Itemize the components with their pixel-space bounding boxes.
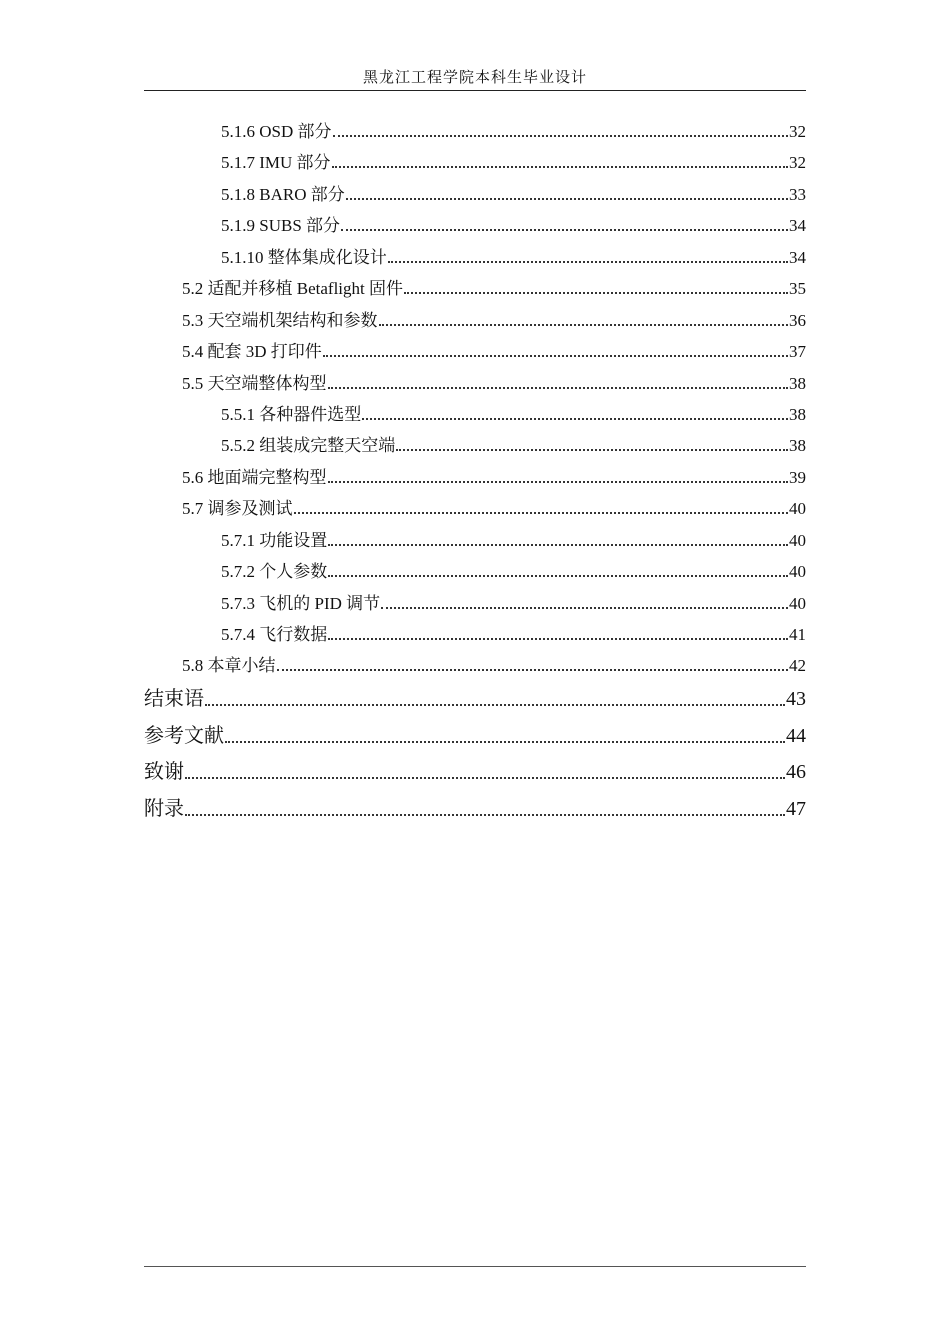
toc-entry[interactable] <box>221 180 806 205</box>
toc-entry-label: 5.5.1 各种器件选型 <box>221 405 362 424</box>
toc-leader-dots <box>388 260 788 263</box>
toc-entry-page: 33 <box>789 185 806 204</box>
toc-leader-dots <box>328 543 788 546</box>
toc-entry-page: 34 <box>789 248 806 267</box>
toc-entry[interactable] <box>221 589 806 614</box>
toc-entry[interactable] <box>221 148 806 173</box>
toc-entry[interactable] <box>221 400 806 425</box>
toc-entry-label: 5.1.10 整体集成化设计 <box>221 248 387 267</box>
toc-entry-label: 5.7.4 飞行数据 <box>221 625 328 644</box>
toc-entry-label: 5.7.2 个人参数 <box>221 562 328 581</box>
toc-entry[interactable] <box>144 719 806 748</box>
toc-entry[interactable] <box>221 526 806 551</box>
toc-entry-label: 5.5.2 组装成完整天空端 <box>221 436 396 455</box>
toc-entry-page: 38 <box>789 436 806 455</box>
toc-entry-label: 5.8 本章小结 <box>182 656 276 675</box>
toc-entry-label: 5.5 天空端整体构型 <box>182 374 327 393</box>
toc-entry-label: 参考文献 <box>144 723 224 747</box>
toc-leader-dots <box>341 228 788 231</box>
toc-entry-label: 5.6 地面端完整构型 <box>182 468 327 487</box>
toc-entry-label: 5.7 调参及测试 <box>182 499 293 518</box>
toc-leader-dots <box>328 574 788 577</box>
page-header <box>144 64 806 91</box>
toc-entry[interactable] <box>144 792 806 821</box>
toc-entry[interactable] <box>221 243 806 268</box>
toc-leader-dots <box>328 480 789 483</box>
toc-entry-label: 5.2 适配并移植 Betaflight 固件 <box>182 279 403 298</box>
toc-leader-dots <box>277 668 789 671</box>
toc-leader-dots <box>205 703 785 706</box>
toc-entry-page: 46 <box>786 761 806 783</box>
toc-entry-page: 38 <box>789 374 806 393</box>
toc-entry-page: 40 <box>789 531 806 550</box>
toc-leader-dots <box>328 637 788 640</box>
toc-entry[interactable] <box>182 463 806 488</box>
toc-entry[interactable] <box>221 557 806 582</box>
toc-entry-label: 5.1.6 OSD 部分 <box>221 122 332 141</box>
toc-entry[interactable] <box>221 620 806 645</box>
toc-entry-label: 5.1.9 SUBS 部分 <box>221 216 341 235</box>
toc-entry-page: 43 <box>786 688 806 710</box>
toc-entry-label: 5.4 配套 3D 打印件 <box>182 342 322 361</box>
toc-entry[interactable] <box>182 337 806 362</box>
toc-entry-page: 32 <box>789 153 806 172</box>
toc-entry-page: 39 <box>789 468 806 487</box>
toc-leader-dots <box>346 197 788 200</box>
toc-entry-page: 34 <box>789 216 806 235</box>
toc-leader-dots <box>332 165 788 168</box>
toc-entry[interactable] <box>221 117 806 142</box>
toc-leader-dots <box>404 291 788 294</box>
toc-entry[interactable] <box>144 755 806 784</box>
toc-entry-page: 32 <box>789 122 806 141</box>
toc-entry[interactable] <box>182 651 806 676</box>
toc-entry-label: 5.7.3 飞机的 PID 调节 <box>221 594 381 613</box>
toc-entry-label: 5.1.8 BARO 部分 <box>221 185 345 204</box>
footer-divider <box>144 1266 806 1267</box>
toc-entry-page: 42 <box>789 656 806 675</box>
toc-entry-label: 5.1.7 IMU 部分 <box>221 153 331 172</box>
toc-entry-page: 36 <box>789 311 806 330</box>
toc-entry-page: 35 <box>789 279 806 298</box>
toc-entry-page: 37 <box>789 342 806 361</box>
toc-leader-dots <box>185 813 785 816</box>
toc-entry-page: 41 <box>789 625 806 644</box>
toc-leader-dots <box>379 323 789 326</box>
toc-leader-dots <box>294 511 789 514</box>
toc-entry[interactable] <box>182 274 806 299</box>
toc-entry-page: 44 <box>786 725 806 747</box>
toc-leader-dots <box>381 606 788 609</box>
toc-entry-label: 结束语 <box>144 686 204 710</box>
toc-entry-label: 5.3 天空端机架结构和参数 <box>182 311 378 330</box>
toc-leader-dots <box>362 417 788 420</box>
toc-leader-dots <box>185 776 785 779</box>
toc-entry[interactable] <box>182 306 806 331</box>
toc-leader-dots <box>323 354 788 357</box>
toc-entry[interactable] <box>144 682 806 711</box>
toc-entry[interactable] <box>182 369 806 394</box>
toc-entry-label: 附录 <box>144 796 184 820</box>
toc-entry-page: 40 <box>789 594 806 613</box>
header-title: 黑龙江工程学院本科生毕业设计 <box>362 68 587 86</box>
toc-entry-page: 40 <box>789 499 806 518</box>
toc-entry-label: 5.7.1 功能设置 <box>221 531 328 550</box>
toc-leader-dots <box>396 448 788 451</box>
toc-entry-page: 38 <box>789 405 806 424</box>
toc-entry-label: 致谢 <box>144 759 184 783</box>
toc-entry-page: 40 <box>789 562 806 581</box>
toc-leader-dots <box>225 740 785 743</box>
toc-entry[interactable] <box>221 211 806 236</box>
toc-leader-dots <box>328 386 789 389</box>
toc-entry-page: 47 <box>786 798 806 820</box>
toc-entry[interactable] <box>182 494 806 519</box>
toc-entry[interactable] <box>221 431 806 456</box>
toc-leader-dots <box>333 134 788 137</box>
